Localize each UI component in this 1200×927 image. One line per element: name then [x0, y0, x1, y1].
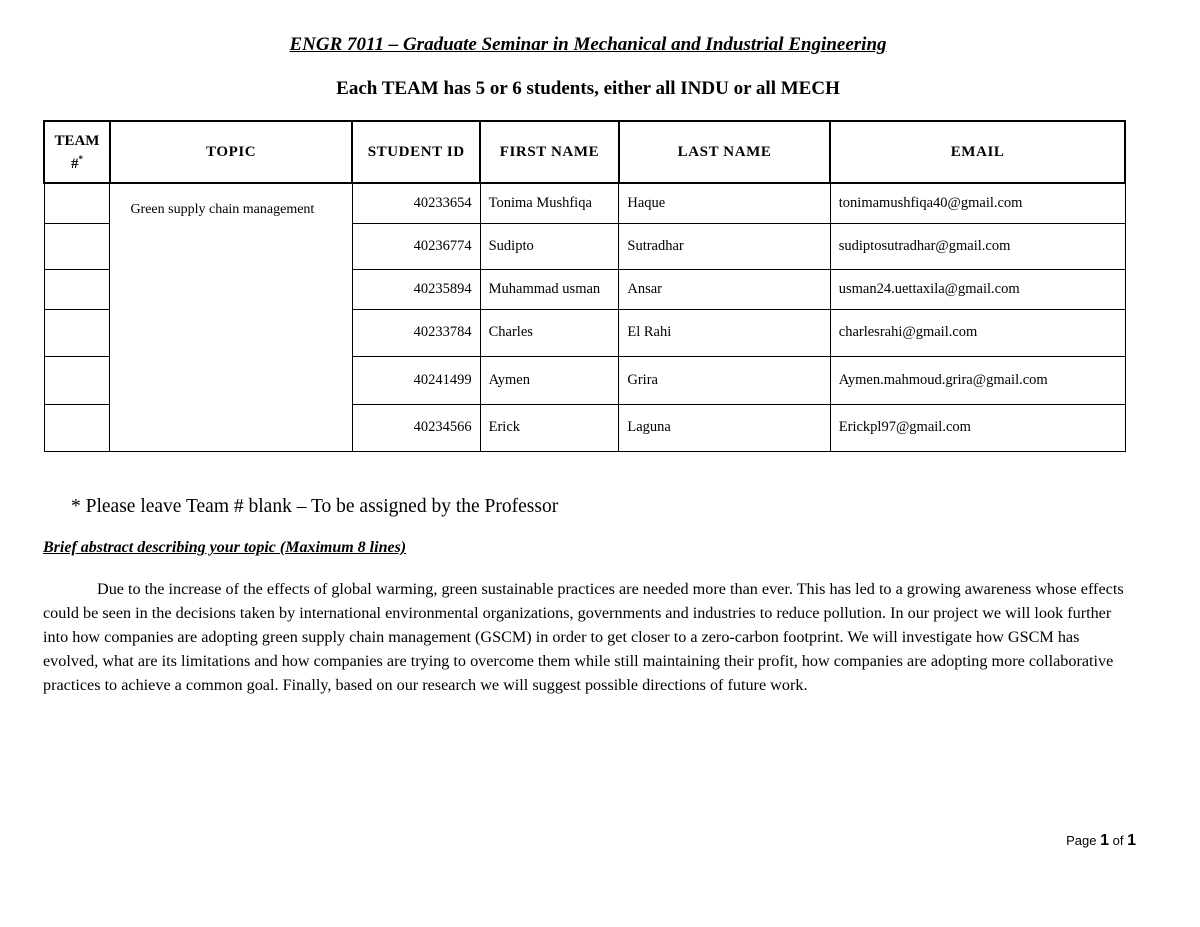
first-name-cell: Aymen: [480, 356, 619, 404]
first-name-cell: Charles: [480, 309, 619, 356]
first-name-cell: Sudipto: [480, 223, 619, 269]
last-name-cell: Grira: [619, 356, 830, 404]
table-header-row: [44, 121, 1125, 183]
team-roster-table: [43, 120, 1126, 452]
page-number: [1066, 832, 1136, 850]
header-student-id: STUDENT ID: [352, 121, 480, 183]
header-email: EMAIL: [830, 121, 1125, 183]
team-number-cell[interactable]: [44, 356, 110, 404]
header-team-asterisk: *: [78, 153, 83, 164]
header-first-name: FIRST NAME: [480, 121, 619, 183]
last-name-cell: Haque: [619, 183, 830, 223]
team-number-note: * Please leave Team # blank – To be assigned by the Professor: [71, 496, 559, 517]
email-cell: Aymen.mahmoud.grira@gmail.com: [830, 356, 1125, 404]
total-pages: 1: [1127, 832, 1136, 849]
first-name-cell: Muhammad usman: [480, 269, 619, 309]
email-cell: tonimamushfiqa40@gmail.com: [830, 183, 1125, 223]
email-cell: sudiptosutradhar@gmail.com: [830, 223, 1125, 269]
first-name-cell: Erick: [480, 404, 619, 451]
abstract-body: Due to the increase of the effects of global warming, green sustainable practices are needed more than ever. This has led to a growing awareness whose effects could be seen in the decisions taken by international environmental organizations, governments and industries to reduce pollution. In our project we will look further into how companies are adopting green supply chain management (GSCM) in order to get closer to a zero-carbon footprint. We will investigate how GSCM has evolved, what are its limitations and how companies are trying to overcome them while still maintaining their profit, how companies are adopting more collaborative practices to achieve a common goal. Finally, based on our research we will suggest possible directions of future work.: [43, 580, 1124, 694]
student-id-cell: 40235894: [352, 269, 480, 309]
header-topic: TOPIC: [110, 121, 352, 183]
of-word: of: [1112, 833, 1124, 848]
header-team-hash: #: [70, 155, 79, 172]
header-team-label: TEAM: [54, 132, 100, 149]
last-name-cell: Ansar: [619, 269, 830, 309]
page-word: Page: [1066, 833, 1097, 848]
last-name-cell: El Rahi: [619, 309, 830, 356]
team-number-cell[interactable]: [44, 183, 110, 223]
last-name-cell: Sutradhar: [619, 223, 830, 269]
header-last-name: LAST NAME: [619, 121, 830, 183]
document-subtitle: Each TEAM has 5 or 6 students, either all INDU or all MECH: [336, 78, 840, 99]
last-name-cell: Laguna: [619, 404, 830, 451]
current-page: 1: [1100, 832, 1109, 849]
header-team: [44, 121, 110, 183]
team-number-cell[interactable]: [44, 269, 110, 309]
document-title: ENGR 7011 – Graduate Seminar in Mechanical and Industrial Engineering: [289, 34, 887, 55]
student-id-cell: 40233654: [352, 183, 480, 223]
abstract-heading: Brief abstract describing your topic (Maximum 8 lines): [43, 539, 407, 556]
table-row: [44, 183, 1125, 223]
student-id-cell: 40233784: [352, 309, 480, 356]
team-number-cell[interactable]: [44, 404, 110, 451]
team-number-cell[interactable]: [44, 309, 110, 356]
first-name-cell: Tonima Mushfiqa: [480, 183, 619, 223]
email-cell: charlesrahi@gmail.com: [830, 309, 1125, 356]
email-cell: usman24.uettaxila@gmail.com: [830, 269, 1125, 309]
student-id-cell: 40236774: [352, 223, 480, 269]
student-id-cell: 40241499: [352, 356, 480, 404]
topic-cell: Green supply chain management: [110, 183, 352, 451]
student-id-cell: 40234566: [352, 404, 480, 451]
email-cell: Erickpl97@gmail.com: [830, 404, 1125, 451]
team-number-cell[interactable]: [44, 223, 110, 269]
